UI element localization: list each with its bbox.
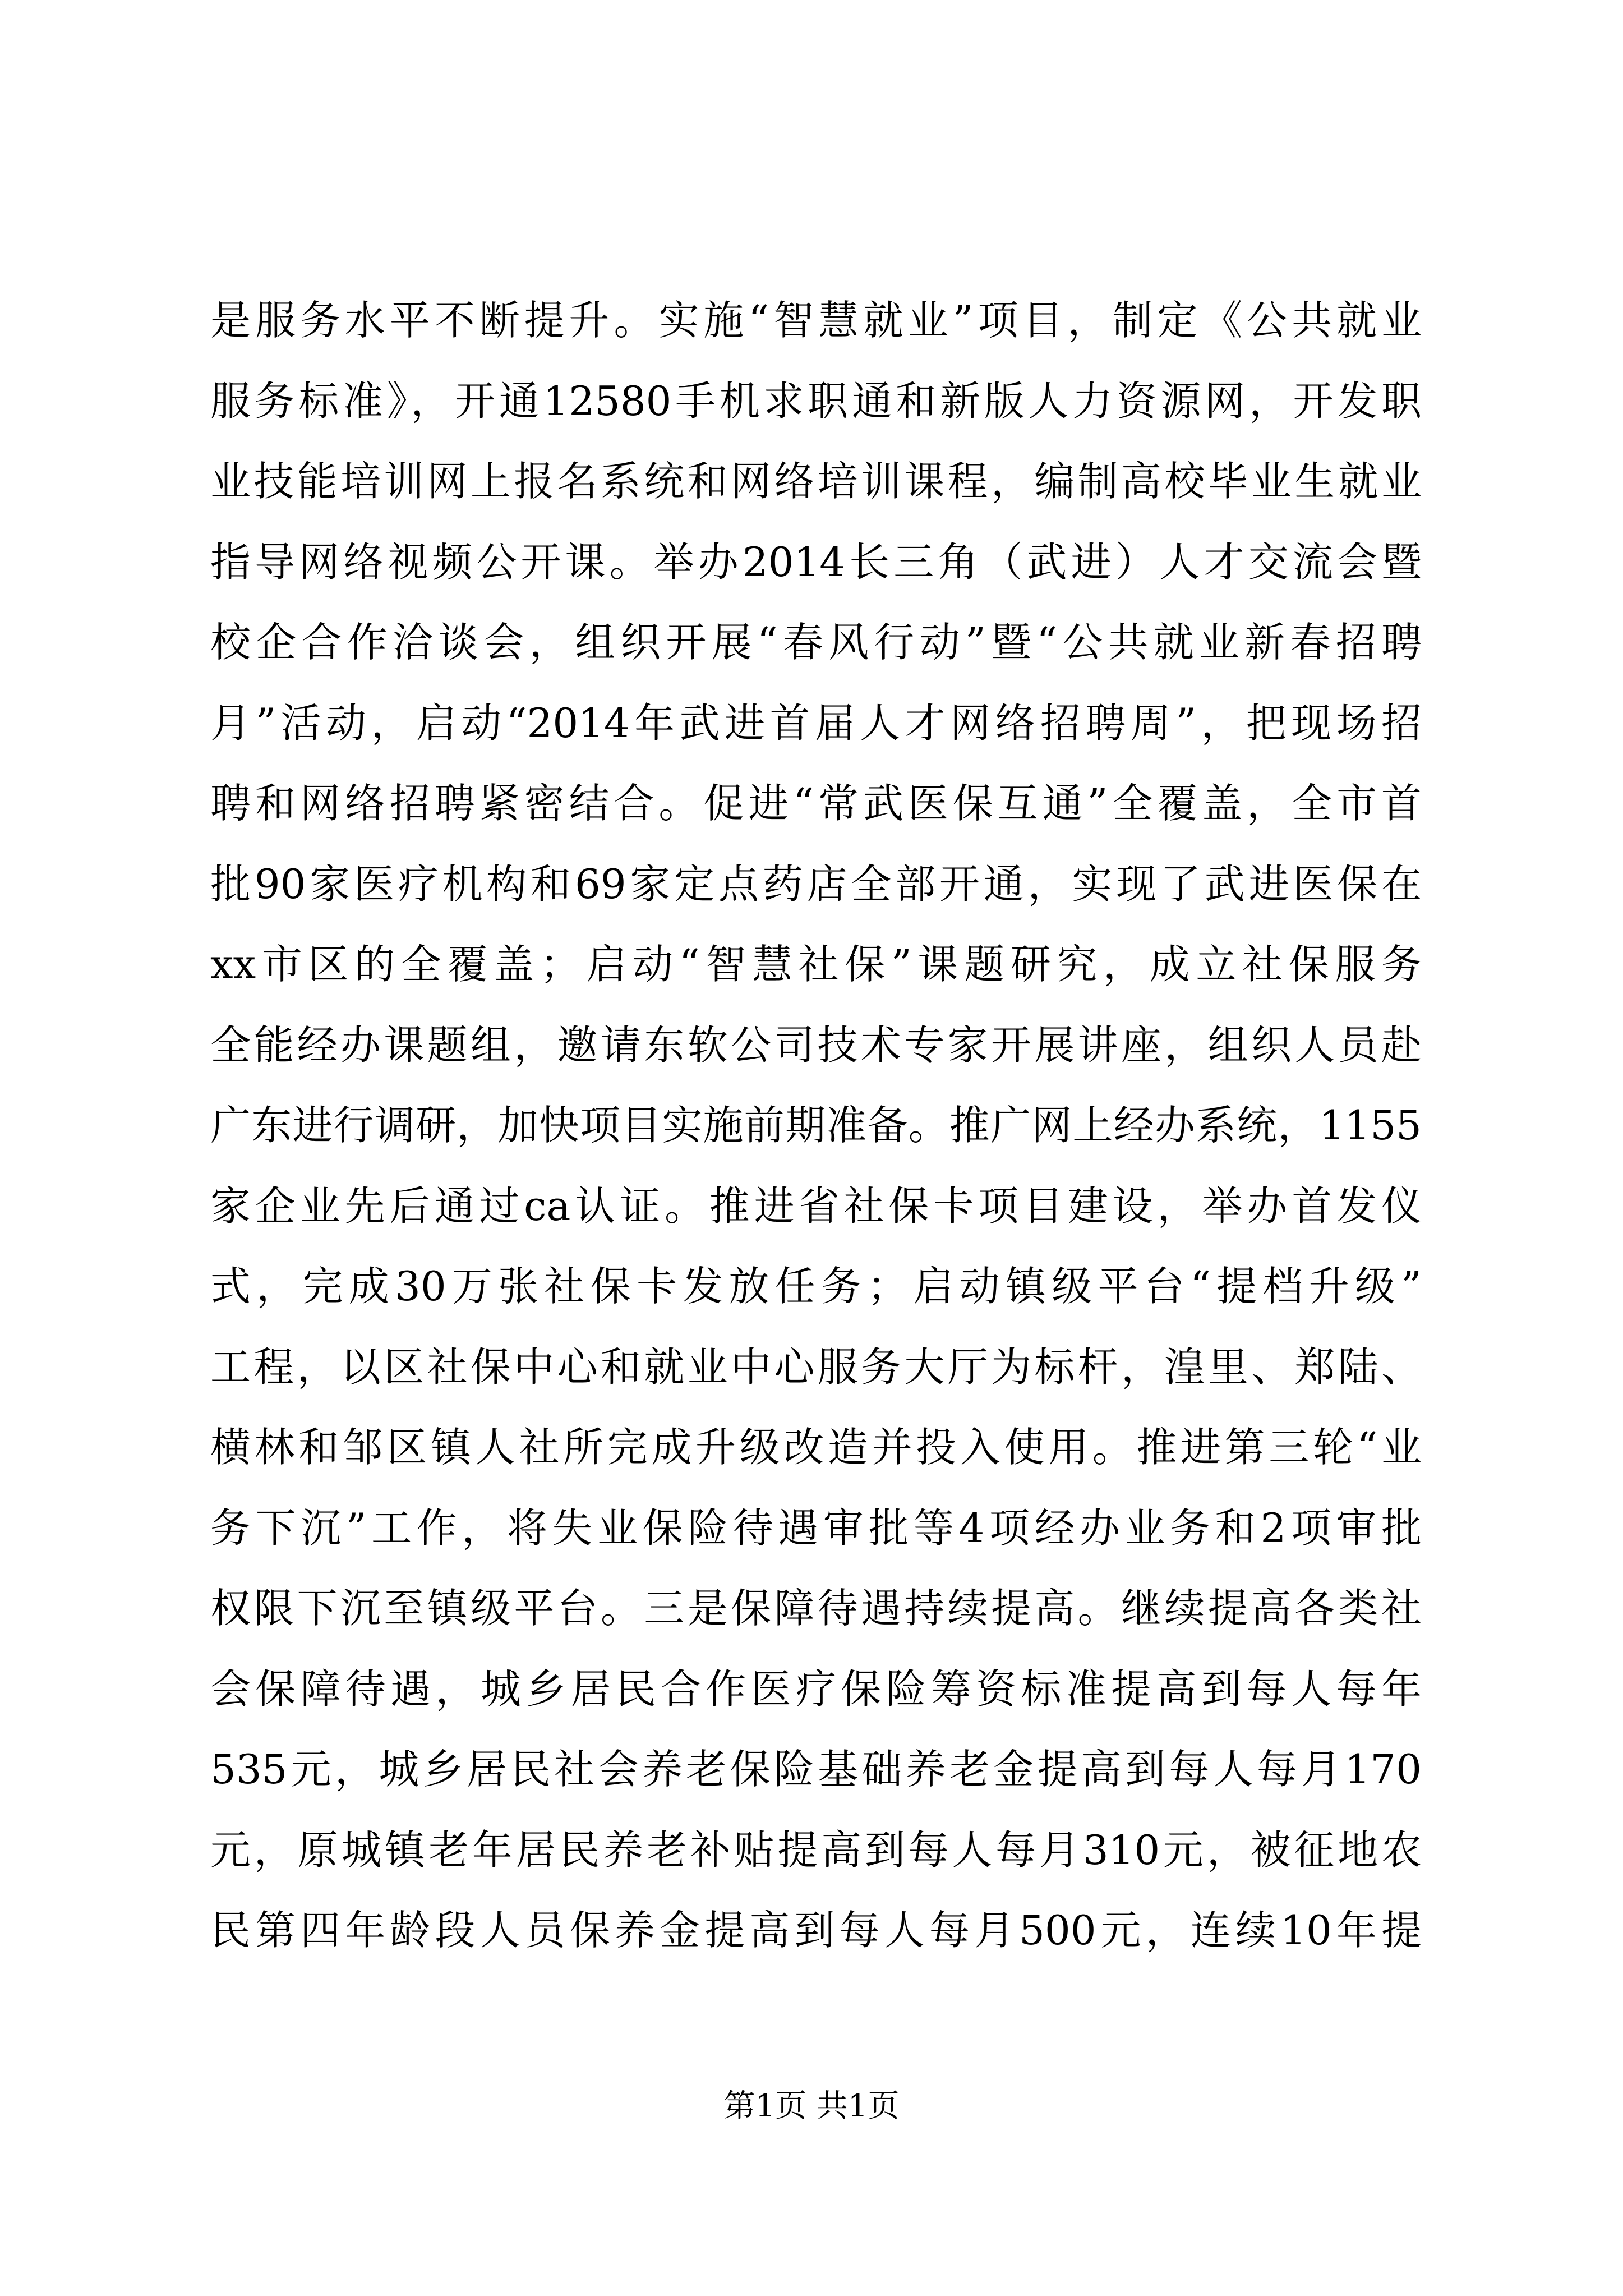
text-line: 民第四年龄段人员保养金提高到每人每月500元，连续10年提 [210,1907,1422,1954]
page-number-label: 第1页 共1页 [723,2088,900,2124]
text-line: 聘和网络招聘紧密结合。促进“常武医保互通”全覆盖，全市首 [210,780,1422,827]
text-line: 式，完成30万张社保卡发放任务；启动镇级平台“提档升级” [210,1263,1422,1310]
text-line: 535元，城乡居民社会养老保险基础养老金提高到每人每月170 [210,1746,1422,1793]
text-line: 服务标准》，开通12580手机求职通和新版人力资源网，开发职 [210,377,1422,425]
text-line: 校企合作洽谈会，组织开展“春风行动”暨“公共就业新春招聘 [210,619,1422,666]
text-line: 是服务水平不断提升。实施“智慧就业”项目，制定《公共就业 [210,297,1422,344]
text-line: 业技能培训网上报名系统和网络培训课程，编制高校毕业生就业 [210,458,1422,505]
text-line: 广东进行调研，加快项目实施前期准备。推广网上经办系统，1155 [210,1102,1422,1149]
text-line: 务下沉”工作，将失业保险待遇审批等4项经办业务和2项审批 [210,1504,1422,1552]
text-line: 月”活动，启动“2014年武进首届人才网络招聘周”，把现场招 [210,699,1422,747]
body-text [210,280,1422,1971]
text-line: 会保障待遇，城乡居民合作医疗保险筹资标准提高到每人每年 [210,1665,1422,1713]
text-line: 横林和邹区镇人社所完成升级改造并投入使用。推进第三轮“业 [210,1424,1422,1471]
page-footer [0,2084,1623,2129]
text-line: 全能经办课题组，邀请东软公司技术专家开展讲座，组织人员赴 [210,1021,1422,1069]
text-line: 批90家医疗机构和69家定点药店全部开通，实现了武进医保在 [210,860,1422,908]
text-line: 指导网络视频公开课。举办2014长三角（武进）人才交流会暨 [210,538,1422,586]
text-line: 元，原城镇老年居民养老补贴提高到每人每月310元，被征地农 [210,1826,1422,1874]
text-line: 工程，以区社保中心和就业中心服务大厅为标杆，湟里、郑陆、 [210,1343,1422,1391]
text-line: 家企业先后通过ca认证。推进省社保卡项目建设，举办首发仪 [210,1182,1422,1230]
text-line: 权限下沉至镇级平台。三是保障待遇持续提高。继续提高各类社 [210,1585,1422,1632]
text-line: xx市区的全覆盖；启动“智慧社保”课题研究，成立社保服务 [210,941,1422,988]
